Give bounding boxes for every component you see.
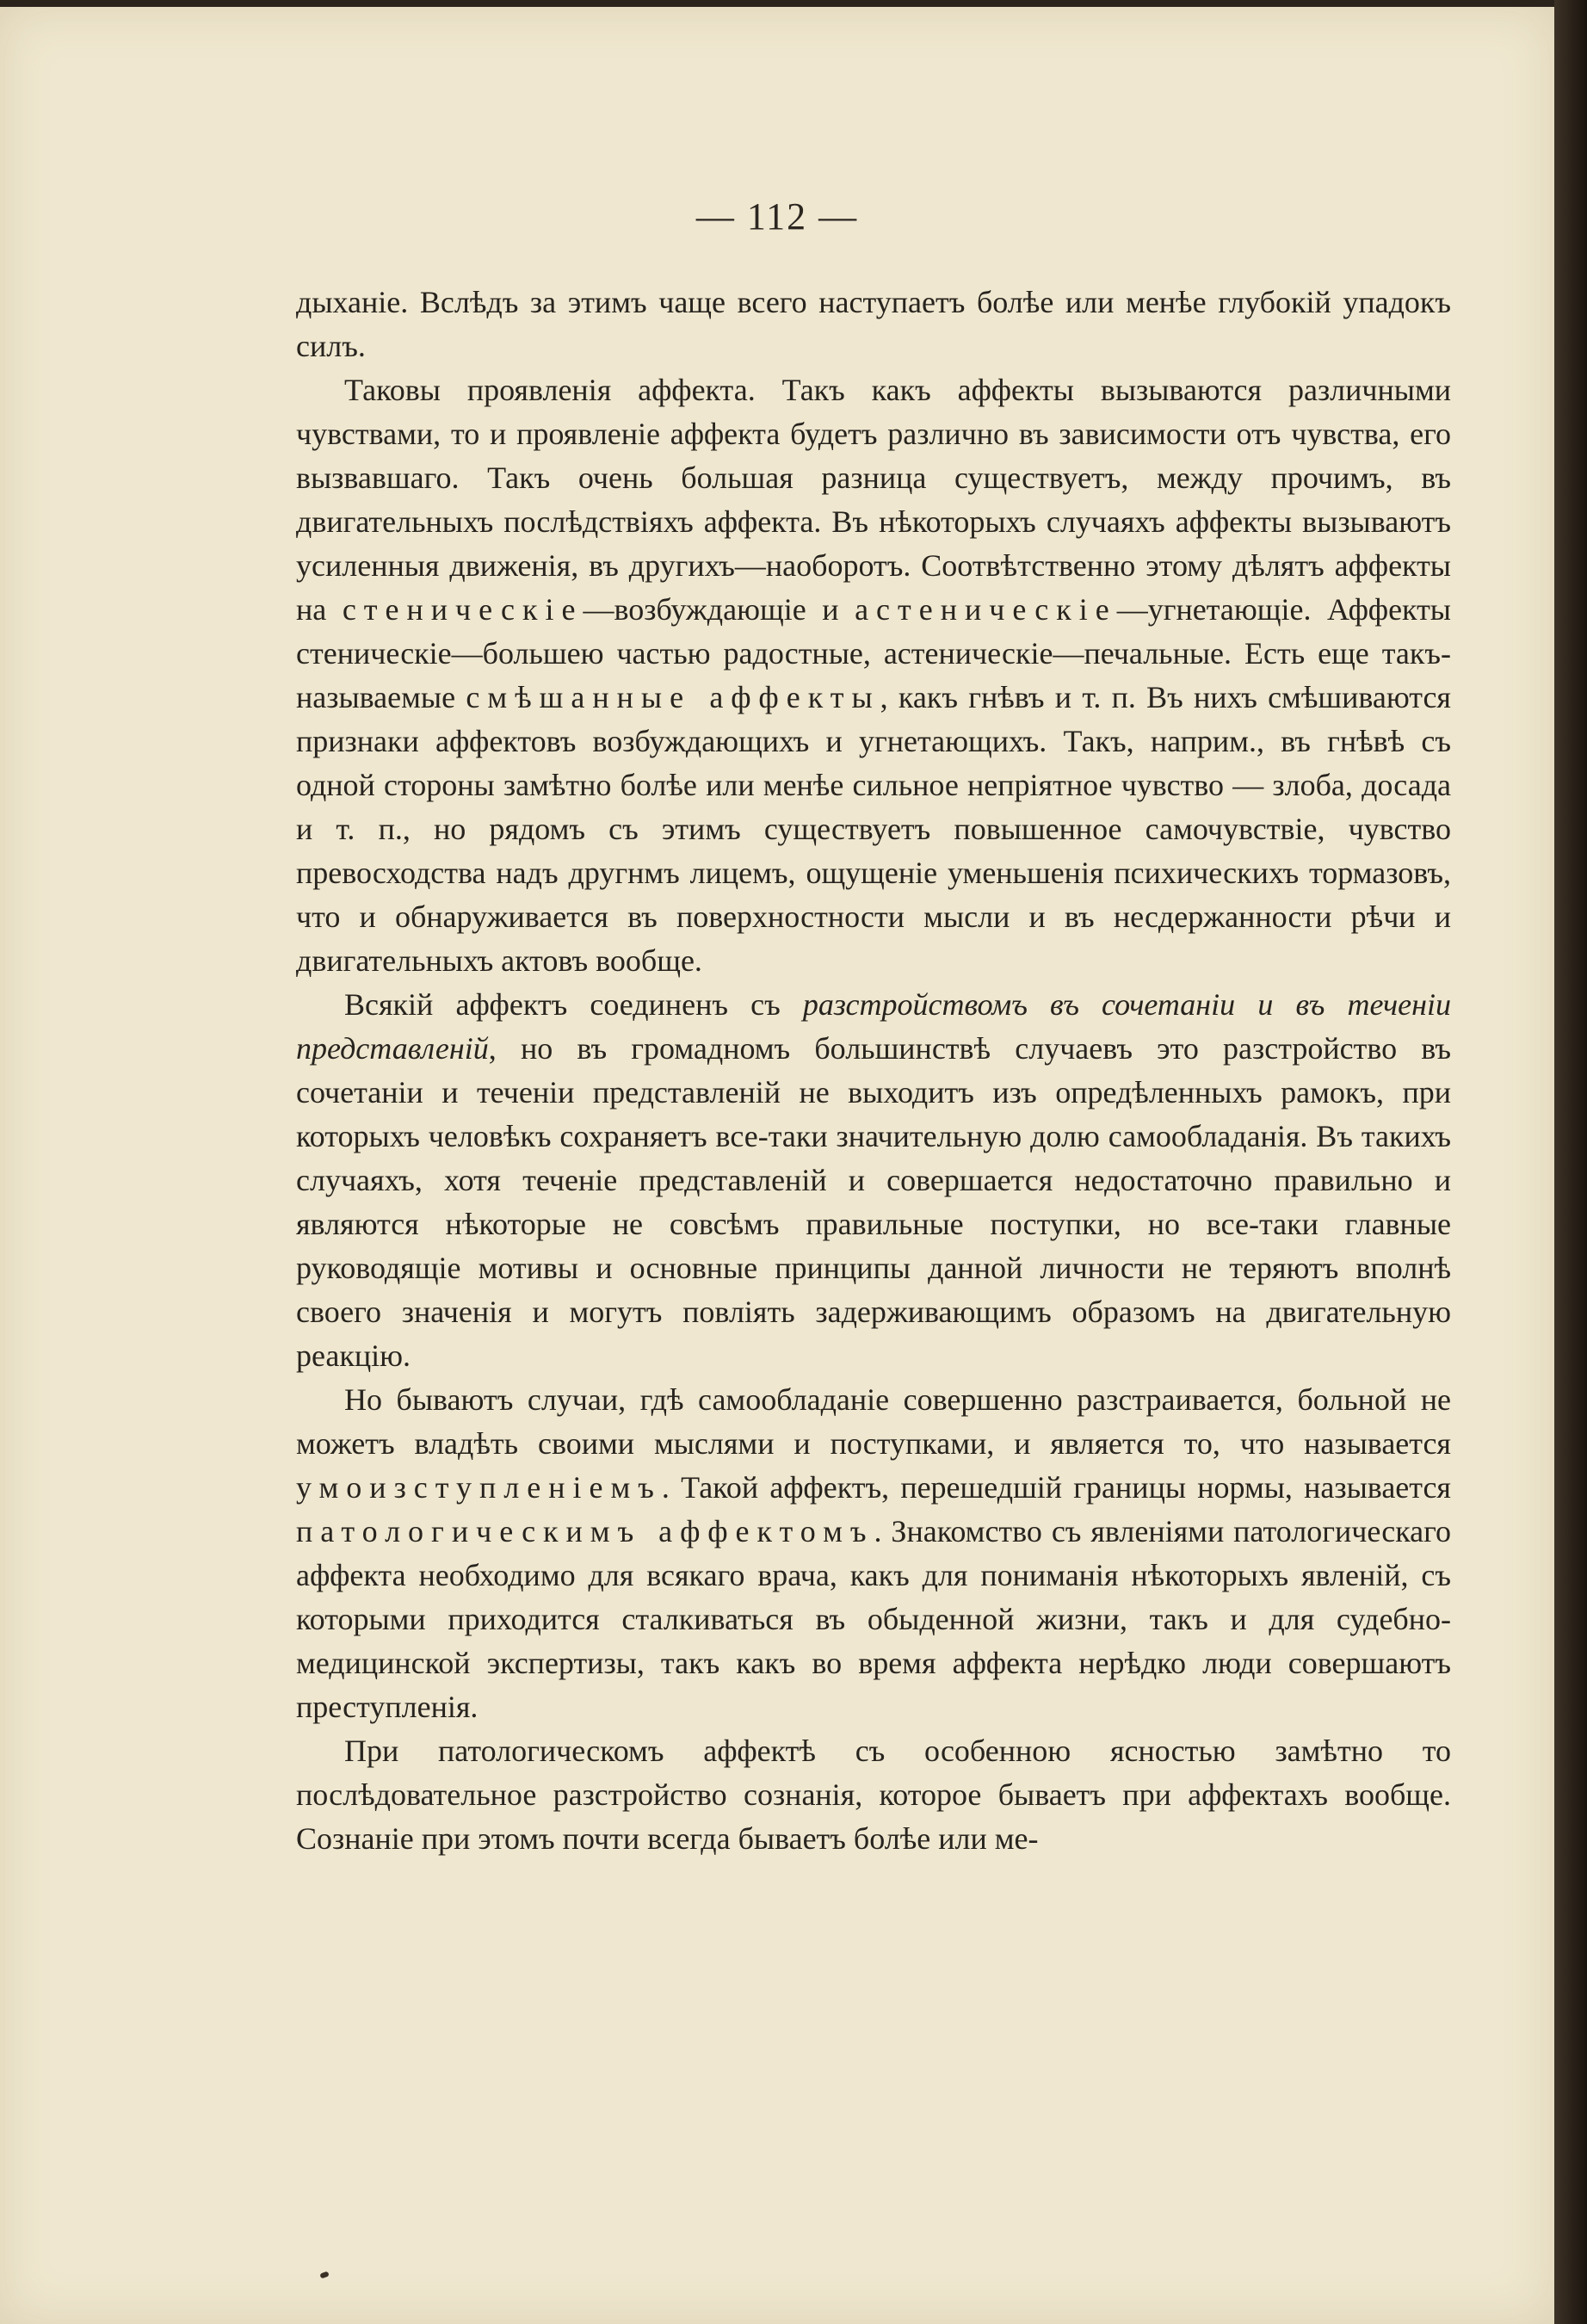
spaced-emphasis-text: астеническіе: [855, 592, 1117, 627]
paragraph-text: , но въ громадномъ большинствѣ случаевъ это разстройство въ сочетаніи и теченіи представленій не выходитъ изъ опредѣленныхъ рамокъ, при которыхъ человѣкъ сохраняетъ все-таки значительную долю самообладанія. Въ такихъ случаяхъ, хотя теченіе представленій и совершается недостаточно правильно и являются нѣкоторые не совсѣмъ правильные поступки, но все-таки главные руководящіе мотивы и основные принципы данной личности не теряютъ вполнѣ своего значенія и могутъ повліять задерживающимъ образомъ на двигательную реакцію.: [296, 1031, 1451, 1373]
paragraph-text: Таковы проявленія аффекта. Такъ какъ аффекты вызываются различными чувствами, то и проявленіе аффекта будетъ различно въ зависимости отъ чувства, его вызвавшаго. Такъ очень большая разница существуетъ, между прочимъ, въ двигательныхъ послѣдствіяхъ аффекта. Въ нѣкоторыхъ случаяхъ аффекты вызываютъ усиленныя движенія, въ другихъ—наоборотъ. Соотвѣтственно этому дѣлятъ аффекты на: [296, 373, 1451, 627]
paragraph-text: , какъ гнѣвъ и т. п. Въ нихъ смѣшиваются признаки аффектовъ возбуждающихъ и угнетающихъ. Такъ, наприм., въ гнѣвѣ съ одной стороны замѣтно болѣе или менѣе сильное непріятное чувство — злоба, досада и т. п., но рядомъ съ этимъ существуетъ повышенное самочувствіе, чувство превосходства надъ другнмъ лицемъ, ощущеніе уменьшенія психическихъ тормазовъ, что и обнаруживается въ поверхностности мысли и въ несдержанности рѣчи и двигательныхъ актовъ вообще.: [296, 680, 1451, 978]
page-speck: [319, 2271, 329, 2278]
page-number: — 112 —: [695, 195, 859, 238]
spaced-emphasis-text: стеническіе: [342, 592, 584, 627]
paragraph-text: Но бываютъ случаи, гдѣ самообладаніе совершенно разстраивается, больной не можетъ владѣть своими мыслями и поступками, и является то, что называется: [296, 1382, 1451, 1461]
spaced-emphasis-text: патологическимъ аффектомъ: [296, 1514, 874, 1548]
italic-emphasis-text: разстройствомъ въ сочетаніи и въ теченіи представленій: [296, 987, 1451, 1066]
paragraph: [296, 1378, 1451, 1729]
spaced-emphasis-text: смѣшанные аффекты: [466, 680, 880, 714]
paragraph-text: При патологическомъ аффектѣ съ особенною ясностью замѣтно то послѣдовательное разстройство сознанія, которое бываетъ при аффектахъ вообще. Сознаніе при этомъ почти всегда бываетъ болѣе или ме-: [296, 1734, 1451, 1856]
paragraph-text: —угнетающіе. Аффекты стеническіе—большею частью радостные, астеническіе—печальные. Есть еще такъ-называемые: [296, 592, 1451, 714]
paragraph-text: . Знакомство съ явленіями патологическаго аффекта необходимо для всякаго врача, какъ для пониманія нѣкоторыхъ явленій, съ которыми приходится сталкиваться въ обыденной жизни, такъ и для судебно-медицинской экспертизы, такъ какъ во время аффекта нерѣдко люди совершаютъ преступленія.: [296, 1514, 1451, 1724]
paragraph-text: Всякій аффектъ соединенъ съ: [344, 987, 803, 1022]
book-spine-edge: [1554, 0, 1587, 2324]
spaced-emphasis-text: умоизступленіемъ: [296, 1470, 662, 1505]
paragraph: [296, 1729, 1451, 1861]
paragraph: [296, 983, 1451, 1378]
paragraph: [296, 281, 1451, 368]
body-text: [296, 281, 1451, 1861]
paragraph-text: . Такой аффектъ, перешедшій границы нормы, называется: [661, 1470, 1451, 1505]
paragraph-text: дыханіе. Вслѣдъ за этимъ чаще всего наступаетъ болѣе или менѣе глубокій упадокъ силъ.: [296, 285, 1451, 363]
paragraph: [296, 368, 1451, 983]
paragraph-text: —возбуждающіе и: [583, 592, 855, 627]
book-page: [0, 7, 1554, 2324]
